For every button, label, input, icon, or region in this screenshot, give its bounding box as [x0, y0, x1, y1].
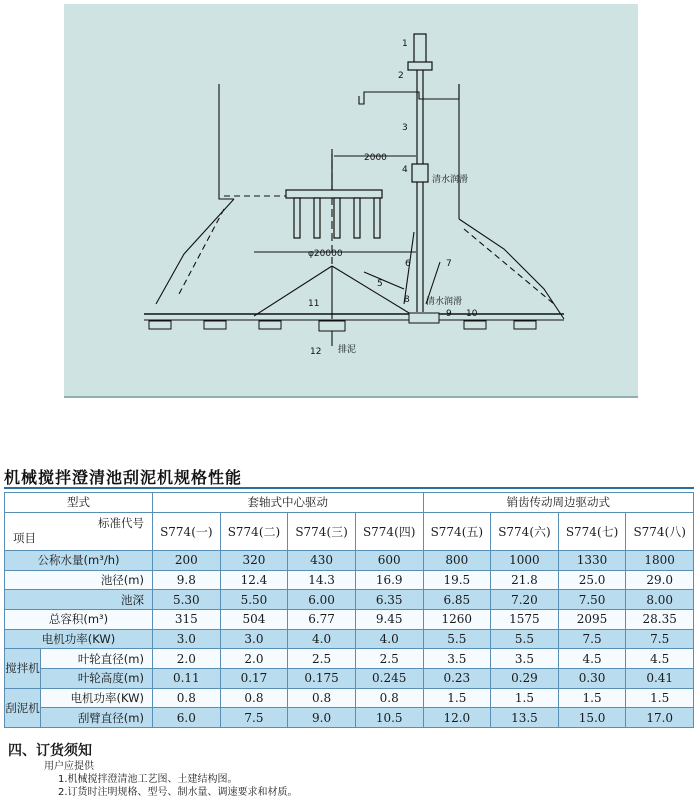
model-header: S774(一): [153, 512, 221, 550]
table-cell: 1330: [558, 550, 626, 570]
table-cell: 15.0: [558, 708, 626, 728]
table-cell: 0.29: [491, 668, 559, 688]
table-cell: 14.3: [288, 570, 356, 590]
row-label: 池深: [5, 590, 153, 610]
table-cell: 3.0: [220, 629, 288, 649]
model-header: S774(四): [355, 512, 423, 550]
model-header: S774(五): [423, 512, 491, 550]
bearing-box: [412, 164, 428, 182]
floor-block: [259, 321, 281, 329]
table-cell: 2.0: [153, 649, 221, 669]
part-number: 5: [377, 279, 383, 289]
table-cell: 6.85: [423, 590, 491, 610]
table-cell: 9.0: [288, 708, 356, 728]
group-center-drive: 套轴式中心驱动: [153, 493, 424, 513]
table-row: [5, 550, 694, 570]
bridge-line: [359, 84, 459, 104]
header-row-models: [5, 512, 694, 550]
table-cell: 12.0: [423, 708, 491, 728]
model-header: S774(三): [288, 512, 356, 550]
table-cell: 320: [220, 550, 288, 570]
table-cell: 6.0: [153, 708, 221, 728]
leader-5: [364, 272, 404, 289]
header-row-type: [5, 493, 694, 513]
right-dash-line: [464, 229, 554, 304]
row-label: 电机功率(KW): [5, 629, 153, 649]
table-cell: 13.5: [491, 708, 559, 728]
row-label: 电机功率(KW): [41, 688, 153, 708]
impeller-blade-4: [354, 198, 360, 238]
table-cell: 10.5: [355, 708, 423, 728]
table-cell: 200: [153, 550, 221, 570]
table-cell: 1.5: [423, 688, 491, 708]
order-line: 2.订货时注明规格、型号、制水量、调速要求和材质。: [58, 787, 298, 798]
title-rule: [4, 487, 694, 489]
table-cell: 315: [153, 609, 221, 629]
table-row: [5, 629, 694, 649]
table-cell: 7.5: [626, 629, 694, 649]
floor-block: [514, 321, 536, 329]
model-header: S774(八): [626, 512, 694, 550]
table-cell: 4.0: [288, 629, 356, 649]
table-cell: 1.5: [491, 688, 559, 708]
row-label: 叶轮高度(m): [41, 668, 153, 688]
order-notes: [44, 760, 298, 799]
table-cell: 0.30: [558, 668, 626, 688]
table-row: [5, 668, 694, 688]
motor-box: [414, 34, 426, 64]
order-title: 四、订货须知: [8, 743, 92, 759]
table-cell: 5.50: [220, 590, 288, 610]
table-cell: 2.5: [288, 649, 356, 669]
type-label: 型式: [5, 493, 153, 513]
table-cell: 1.5: [558, 688, 626, 708]
drive-base-block: [409, 313, 439, 323]
table-cell: 5.5: [423, 629, 491, 649]
row-label: 池径(m): [5, 570, 153, 590]
model-header: S774(六): [491, 512, 559, 550]
floor-block-center: [319, 321, 345, 331]
table-row: [5, 708, 694, 728]
table-cell: 12.4: [220, 570, 288, 590]
part-number: 7: [446, 259, 452, 269]
table-cell: 29.0: [626, 570, 694, 590]
gearbox-box: [408, 62, 432, 70]
impeller-blade-5: [374, 198, 380, 238]
clarifier-drawing: [64, 4, 638, 396]
spec-title: 机械搅拌澄清池刮泥机规格性能: [4, 468, 243, 487]
part-number: 11: [308, 299, 320, 309]
floor-block: [464, 321, 486, 329]
part-number: 6: [405, 259, 411, 269]
part-number: 3: [402, 123, 408, 133]
row-label: 叶轮直径(m): [41, 649, 153, 669]
table-cell: 504: [220, 609, 288, 629]
part-number: 4: [402, 165, 408, 175]
scraper-arm-left: [254, 266, 332, 316]
std-code-cell: [5, 512, 153, 550]
row-label: 总容积(m³): [5, 609, 153, 629]
table-cell: 2095: [558, 609, 626, 629]
table-row: [5, 649, 694, 669]
table-cell: 1.5: [626, 688, 694, 708]
table-cell: 25.0: [558, 570, 626, 590]
table-cell: 4.0: [355, 629, 423, 649]
table-cell: 0.17: [220, 668, 288, 688]
spec-table: [4, 492, 694, 728]
table-cell: 0.41: [626, 668, 694, 688]
model-header: S774(二): [220, 512, 288, 550]
table-cell: 7.5: [558, 629, 626, 649]
impeller-blade-1: [294, 198, 300, 238]
table-cell: 1800: [626, 550, 694, 570]
table-cell: 600: [355, 550, 423, 570]
table-cell: 0.23: [423, 668, 491, 688]
part-number: 2: [398, 71, 404, 81]
clear-water-label-1: 清水润滑: [432, 175, 469, 185]
table-cell: 0.8: [153, 688, 221, 708]
table-cell: 9.8: [153, 570, 221, 590]
table-cell: 5.30: [153, 590, 221, 610]
order-line: 1.机械搅拌澄清池工艺图、土建结构图。: [58, 774, 238, 785]
floor-block: [149, 321, 171, 329]
table-cell: 3.5: [423, 649, 491, 669]
table-cell: 4.5: [626, 649, 694, 669]
table-cell: 17.0: [626, 708, 694, 728]
table-cell: 6.77: [288, 609, 356, 629]
table-cell: 2.0: [220, 649, 288, 669]
sludge-label: 排泥: [338, 345, 357, 355]
table-cell: 7.20: [491, 590, 559, 610]
row-label: 公称水量(m³/h): [5, 550, 153, 570]
table-cell: 430: [288, 550, 356, 570]
item-label: 项目: [13, 531, 36, 546]
table-cell: 1575: [491, 609, 559, 629]
scrape-group-label: 刮泥机: [5, 688, 41, 727]
table-row: [5, 590, 694, 610]
std-code-label: 标准代号: [98, 516, 144, 531]
table-cell: 0.175: [288, 668, 356, 688]
part-number: 9: [446, 309, 452, 319]
part-number: 10: [466, 309, 478, 319]
table-cell: 6.35: [355, 590, 423, 610]
table-cell: 800: [423, 550, 491, 570]
left-wall-line: [219, 84, 234, 199]
table-row: [5, 688, 694, 708]
dimension-2000: 2000: [364, 153, 387, 163]
impeller-blade-3: [334, 198, 340, 238]
table-cell: 7.5: [220, 708, 288, 728]
table-cell: 0.8: [220, 688, 288, 708]
table-cell: 3.5: [491, 649, 559, 669]
left-slope-line: [156, 199, 234, 304]
table-cell: 16.9: [355, 570, 423, 590]
part-number: 1: [402, 39, 408, 49]
table-cell: 21.8: [491, 570, 559, 590]
table-cell: 7.50: [558, 590, 626, 610]
table-cell: 1000: [491, 550, 559, 570]
table-cell: 5.5: [491, 629, 559, 649]
table-cell: 6.00: [288, 590, 356, 610]
table-row: [5, 609, 694, 629]
part-number: 12: [310, 347, 322, 357]
impeller-plate: [286, 190, 382, 198]
floor-block: [204, 321, 226, 329]
diagram-panel: [64, 4, 638, 398]
table-cell: 0.8: [355, 688, 423, 708]
table-cell: 19.5: [423, 570, 491, 590]
table-cell: 9.45: [355, 609, 423, 629]
table-cell: 8.00: [626, 590, 694, 610]
table-cell: 1260: [423, 609, 491, 629]
model-header: S774(七): [558, 512, 626, 550]
table-cell: 0.8: [288, 688, 356, 708]
group-periphery-drive: 销齿传动周边驱动式: [423, 493, 694, 513]
table-cell: 0.11: [153, 668, 221, 688]
dimension-phi20000: φ20000: [308, 249, 343, 259]
table-cell: 28.35: [626, 609, 694, 629]
impeller-blade-2: [314, 198, 320, 238]
scraper-arm-right: [332, 266, 414, 316]
order-line: 用户应提供: [44, 761, 94, 772]
row-label: 刮臂直径(m): [41, 708, 153, 728]
table-row: [5, 570, 694, 590]
stir-group-label: 搅拌机: [5, 649, 41, 688]
table-cell: 2.5: [355, 649, 423, 669]
part-number: 8: [404, 295, 410, 305]
clear-water-label-2: 清水润滑: [426, 297, 463, 307]
table-cell: 4.5: [558, 649, 626, 669]
table-cell: 0.245: [355, 668, 423, 688]
table-cell: 3.0: [153, 629, 221, 649]
